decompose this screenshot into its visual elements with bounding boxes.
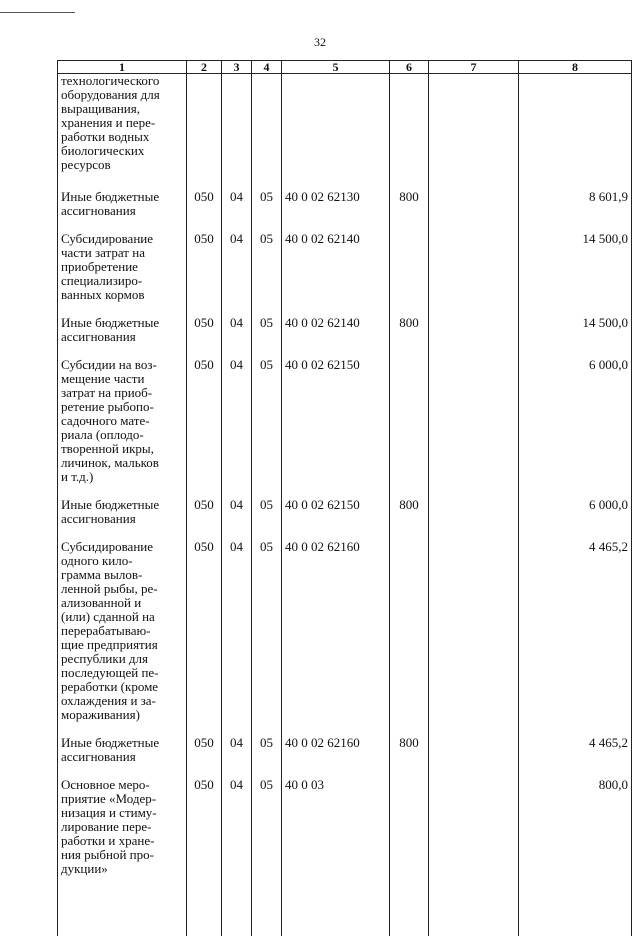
cell-amount: 6 000,0 — [519, 344, 632, 484]
description-line: Субсидии на воз- — [61, 358, 183, 372]
description-line: ресурсов — [61, 158, 183, 172]
col-header-5: 5 — [282, 61, 390, 74]
cell-subsection: 04 — [222, 526, 252, 722]
header-row — [58, 61, 632, 74]
cell-target-article: 40 0 02 62150 — [282, 344, 390, 484]
cell-subsection-2 — [252, 74, 282, 173]
table-row — [58, 484, 632, 526]
cell-subsection-2: 05 — [252, 526, 282, 722]
col-header-7: 7 — [429, 61, 519, 74]
cell-amount: 4 465,2 — [519, 526, 632, 722]
description-line: приятие «Модер- — [61, 792, 183, 806]
description-line: ленной рыбы, ре- — [61, 582, 183, 596]
row-description — [58, 484, 187, 526]
table-row — [58, 74, 632, 173]
description-line: затрат на приоб- — [61, 386, 183, 400]
cell-expense-type — [390, 344, 429, 484]
cell-subsection: 04 — [222, 218, 252, 302]
description-line: технологического — [61, 74, 183, 88]
cell-subsection: 04 — [222, 302, 252, 344]
cell-target-article: 40 0 02 62140 — [282, 302, 390, 344]
cell-col-7 — [429, 172, 519, 218]
description-line: Иные бюджетные — [61, 190, 183, 204]
cell-expense-type — [390, 526, 429, 722]
description-line: лирование пере- — [61, 820, 183, 834]
cell-subsection-2: 05 — [252, 344, 282, 484]
description-line: грамма вылов- — [61, 568, 183, 582]
cell-amount: 14 500,0 — [519, 302, 632, 344]
description-line: садочного мате- — [61, 414, 183, 428]
description-line: и т.д.) — [61, 470, 183, 484]
row-description — [58, 344, 187, 484]
table-row — [58, 526, 632, 722]
col-header-8: 8 — [519, 61, 632, 74]
description-line: перерабатываю- — [61, 624, 183, 638]
cell-col-7 — [429, 526, 519, 722]
cell-target-article: 40 0 02 62160 — [282, 722, 390, 764]
description-line: выращивания, — [61, 102, 183, 116]
description-line: ассигнования — [61, 512, 183, 526]
cell-expense-type: 800 — [390, 172, 429, 218]
description-line: республики для — [61, 652, 183, 666]
description-line: дукции» — [61, 862, 183, 876]
cell-expense-type — [390, 74, 429, 173]
description-line: Основное меро- — [61, 778, 183, 792]
description-line: ния рыбной про- — [61, 848, 183, 862]
cell-col-7 — [429, 484, 519, 526]
col-header-6: 6 — [390, 61, 429, 74]
table-row — [58, 344, 632, 484]
cell-col-7 — [429, 302, 519, 344]
description-line: Иные бюджетные — [61, 316, 183, 330]
col-header-4: 4 — [252, 61, 282, 74]
description-line: (или) сданной на — [61, 610, 183, 624]
description-line: оборудования для — [61, 88, 183, 102]
cell-amount — [519, 74, 632, 173]
cell-section-code: 050 — [187, 172, 222, 218]
description-line: Иные бюджетные — [61, 498, 183, 512]
description-line: щие предприятия — [61, 638, 183, 652]
cell-target-article: 40 0 02 62130 — [282, 172, 390, 218]
budget-table — [57, 60, 632, 936]
cell-expense-type: 800 — [390, 302, 429, 344]
cell-amount: 8 601,9 — [519, 172, 632, 218]
description-line: работки водных — [61, 130, 183, 144]
cell-section-code — [187, 74, 222, 173]
description-line: последующей пе- — [61, 666, 183, 680]
cell-expense-type — [390, 218, 429, 302]
description-line: личинок, мальков — [61, 456, 183, 470]
row-description — [58, 722, 187, 764]
description-line: низация и стиму- — [61, 806, 183, 820]
description-line: ванных кормов — [61, 288, 183, 302]
cell-section-code: 050 — [187, 764, 222, 936]
description-line: Субсидирование — [61, 540, 183, 554]
row-description — [58, 172, 187, 218]
description-line: части затрат на — [61, 246, 183, 260]
description-line: реработки (кроме — [61, 680, 183, 694]
description-line: хранения и пере- — [61, 116, 183, 130]
cell-amount: 4 465,2 — [519, 722, 632, 764]
cell-amount: 14 500,0 — [519, 218, 632, 302]
description-line: ассигнования — [61, 204, 183, 218]
table-row — [58, 218, 632, 302]
cell-section-code: 050 — [187, 302, 222, 344]
cell-amount: 6 000,0 — [519, 484, 632, 526]
table-row — [58, 722, 632, 764]
row-description — [58, 764, 187, 936]
description-line: охлаждения и за- — [61, 694, 183, 708]
cell-subsection — [222, 74, 252, 173]
col-header-1: 1 — [58, 61, 187, 74]
cell-expense-type — [390, 764, 429, 936]
table-row — [58, 172, 632, 218]
cell-target-article: 40 0 03 — [282, 764, 390, 936]
cell-section-code: 050 — [187, 344, 222, 484]
cell-subsection-2: 05 — [252, 302, 282, 344]
cell-target-article: 40 0 02 62160 — [282, 526, 390, 722]
description-line: Субсидирование — [61, 232, 183, 246]
cell-col-7 — [429, 722, 519, 764]
description-line: работки и хране- — [61, 834, 183, 848]
cell-section-code: 050 — [187, 218, 222, 302]
description-line: риала (оплодо- — [61, 428, 183, 442]
col-header-2: 2 — [187, 61, 222, 74]
row-description — [58, 526, 187, 722]
table-row — [58, 302, 632, 344]
description-line: приобретение — [61, 260, 183, 274]
description-line: одного кило- — [61, 554, 183, 568]
cell-col-7 — [429, 344, 519, 484]
description-line: ализованной и — [61, 596, 183, 610]
cell-section-code: 050 — [187, 722, 222, 764]
cell-subsection: 04 — [222, 172, 252, 218]
description-line: мораживания) — [61, 708, 183, 722]
corner-scan-mark — [0, 0, 75, 13]
page-number: 32 — [0, 35, 640, 50]
cell-target-article: 40 0 02 62150 — [282, 484, 390, 526]
cell-amount: 800,0 — [519, 764, 632, 936]
cell-subsection: 04 — [222, 764, 252, 936]
description-line: ретение рыбопо- — [61, 400, 183, 414]
description-line: специализиро- — [61, 274, 183, 288]
cell-section-code: 050 — [187, 526, 222, 722]
description-line: Иные бюджетные — [61, 736, 183, 750]
cell-expense-type: 800 — [390, 484, 429, 526]
cell-subsection-2: 05 — [252, 218, 282, 302]
description-line: биологических — [61, 144, 183, 158]
description-line: мещение части — [61, 372, 183, 386]
cell-subsection-2: 05 — [252, 172, 282, 218]
cell-subsection: 04 — [222, 722, 252, 764]
cell-col-7 — [429, 74, 519, 173]
row-description — [58, 218, 187, 302]
table-body — [58, 74, 632, 936]
cell-target-article — [282, 74, 390, 173]
description-line: ассигнования — [61, 750, 183, 764]
cell-col-7 — [429, 218, 519, 302]
cell-subsection: 04 — [222, 344, 252, 484]
cell-target-article: 40 0 02 62140 — [282, 218, 390, 302]
cell-expense-type: 800 — [390, 722, 429, 764]
cell-subsection-2: 05 — [252, 764, 282, 936]
table-row — [58, 764, 632, 936]
col-header-3: 3 — [222, 61, 252, 74]
cell-subsection-2: 05 — [252, 722, 282, 764]
description-line: ассигнования — [61, 330, 183, 344]
cell-section-code: 050 — [187, 484, 222, 526]
cell-subsection: 04 — [222, 484, 252, 526]
cell-subsection-2: 05 — [252, 484, 282, 526]
description-line: творенной икры, — [61, 442, 183, 456]
row-description — [58, 302, 187, 344]
row-description — [58, 74, 187, 173]
cell-col-7 — [429, 764, 519, 936]
